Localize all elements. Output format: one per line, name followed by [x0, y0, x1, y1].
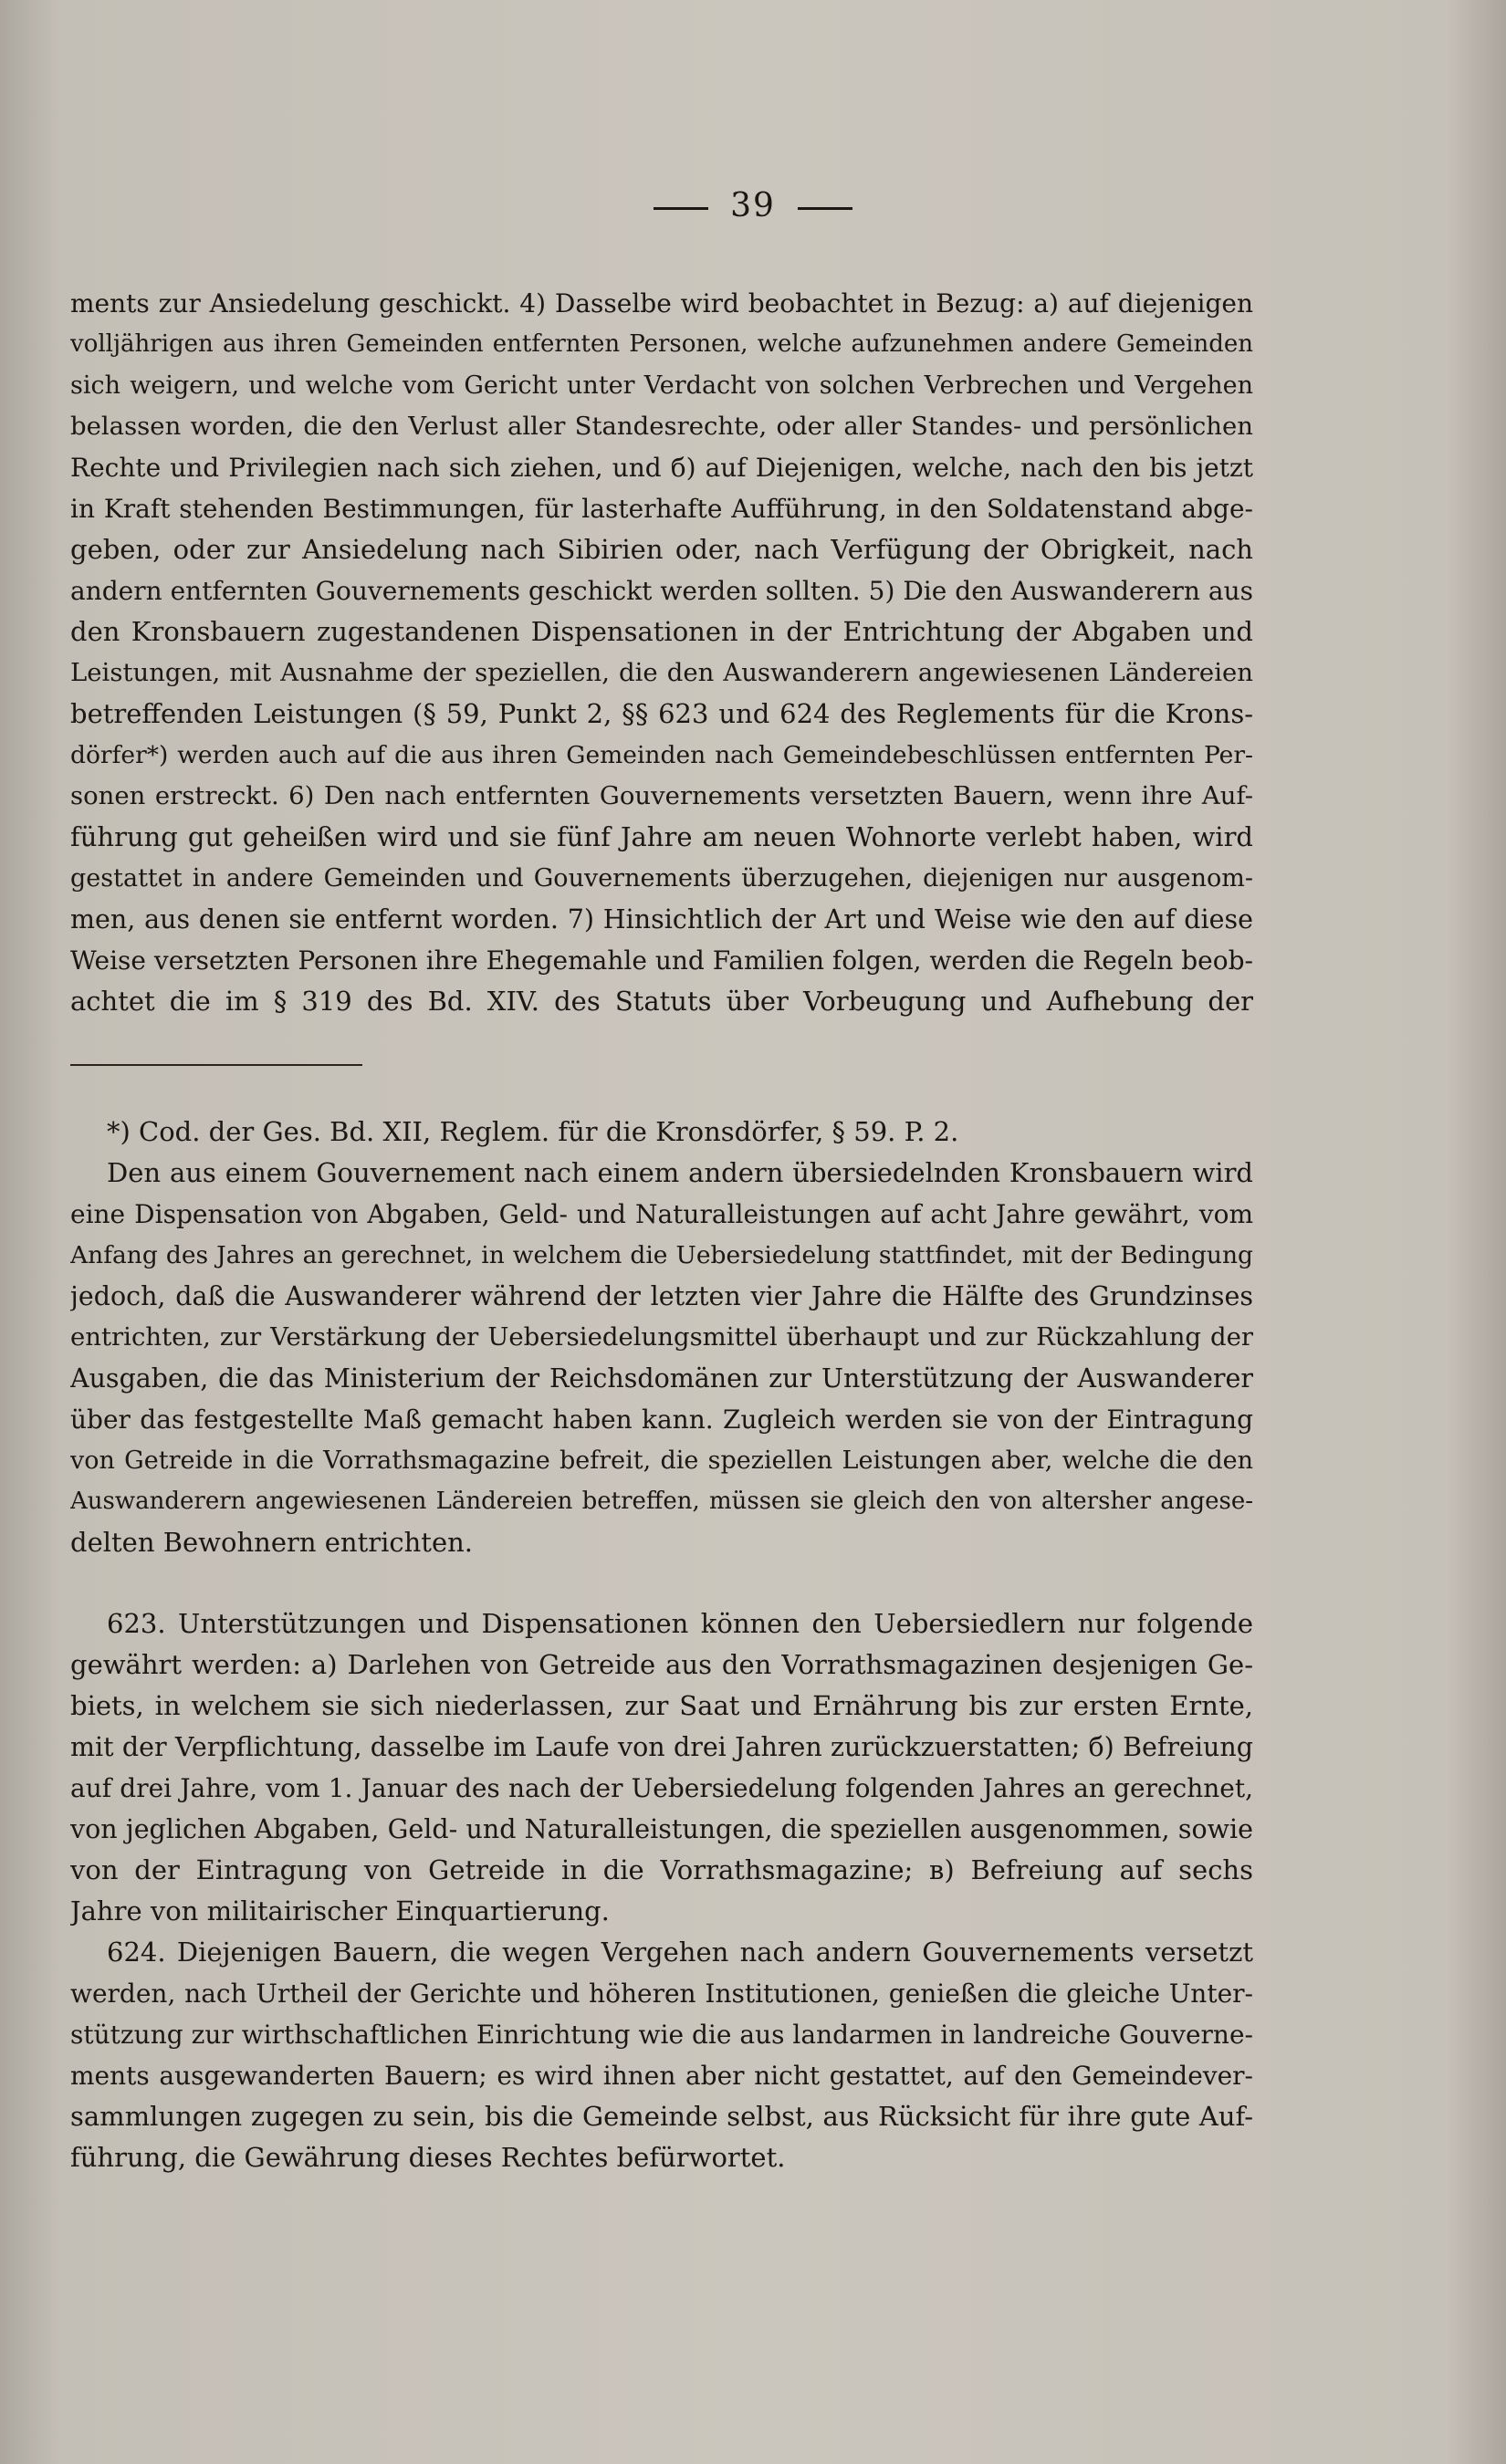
footnote-line: Auswanderern angewiesenen Ländereien betreffen, müssen sie gleich den von altersher angese- — [70, 1488, 1253, 1515]
text-line: 624. Diejenigen Bauern, die wegen Vergehen nach andern Gouvernements versetzt — [107, 1937, 1253, 1968]
text-line: Jahre von militairischer Einquartierung. — [70, 1895, 610, 1926]
text-line: Weise versetzten Personen ihre Ehegemahle und Familien folgen, werden die Regeln beob- — [70, 945, 1253, 976]
text-line: mit der Verpflichtung, dasselbe im Laufe von drei Jahren zurückzuerstatten; б) Befreiung — [70, 1732, 1253, 1762]
text-line: ments ausgewanderten Bauern; es wird ihnen aber nicht gestattet, auf den Gemeindever- — [70, 2061, 1253, 2091]
footnote-line: Den aus einem Gouvernement nach einem andern übersiedelnden Kronsbauern wird — [107, 1157, 1253, 1188]
text-line: in Kraft stehenden Bestimmungen, für lasterhafte Aufführung, in den Soldatenstand abge- — [70, 494, 1253, 524]
text-line: geben, oder zur Ansiedelung nach Sibirien oder, nach Verfügung der Obrigkeit, nach — [70, 534, 1253, 565]
page-number: 39 — [730, 187, 776, 224]
footnote-line: über das festgestellte Maß gemacht haben kann. Zugleich werden sie von der Eintragung — [70, 1404, 1253, 1435]
footnote-line: von Getreide in die Vorrathsmagazine befreit, die speziellen Leistungen aber, welche die den — [70, 1446, 1253, 1475]
text-line: führung, die Gewährung dieses Rechtes befürwortet. — [70, 2142, 786, 2173]
footnote — [70, 1112, 1253, 1563]
text-line: sammlungen zugegen zu sein, bis die Gemeinde selbst, aus Rücksicht für ihre gute Auf- — [70, 2101, 1253, 2132]
text-line: sich weigern, und welche vom Gericht unter Verdacht von solchen Verbrechen und Vergehen — [70, 371, 1253, 400]
text-line: sonen erstreckt. 6) Den nach entfernten Gouvernements versetzten Bauern, wenn ihre Auf- — [70, 781, 1253, 810]
header-dash-right — [798, 207, 852, 210]
footnote-line: eine Dispensation von Abgaben, Geld- und Naturalleistungen auf acht Jahre gewährt, vom — [70, 1199, 1253, 1229]
text-line: dörfer*) werden auch auf die aus ihren Gemeinden nach Gemeindebeschlüssen entfernten Per- — [70, 741, 1253, 769]
footnote-line: Ausgaben, die das Ministerium der Reichsdomänen zur Unterstützung der Auswanderer — [70, 1363, 1253, 1394]
text-line: von der Eintragung von Getreide in die Vorrathsmagazine; в) Befreiung auf sechs — [70, 1854, 1253, 1885]
text-line: andern entfernten Gouvernements geschickt werden sollten. 5) Die den Auswanderern aus — [70, 576, 1253, 606]
page-header — [0, 187, 1506, 224]
paragraph-623 — [70, 1603, 1253, 2178]
footnote-heading: *) Cod. der Ges. Bd. XII, Reglem. für die Kronsdörfer, § 59. P. 2. — [107, 1116, 959, 1147]
text-line: Rechte und Privilegien nach sich ziehen, und б) auf Diejenigen, welche, nach den bis jetzt — [70, 453, 1253, 483]
text-line: gestattet in andere Gemeinden und Gouvernements überzugehen, diejenigen nur ausgenom- — [70, 864, 1253, 893]
footnote-separator — [70, 1064, 362, 1066]
text-line: Leistungen, mit Ausnahme der speziellen, die den Auswanderern angewiesenen Ländereien — [70, 658, 1253, 687]
text-line: führung gut geheißen wird und sie fünf Jahre am neuen Wohnorte verlebt haben, wird — [70, 821, 1253, 852]
text-line: 623. Unterstützungen und Dispensationen können den Uebersiedlern nur folgende — [107, 1608, 1253, 1639]
footnote-line: jedoch, daß die Auswanderer während der letzten vier Jahre die Hälfte des Grundzinses — [70, 1281, 1253, 1311]
text-line: biets, in welchem sie sich niederlassen, zur Saat und Ernährung bis zur ersten Ernte, — [70, 1690, 1253, 1721]
text-line: betreffenden Leistungen (§ 59, Punkt 2, §§ 623 und 624 des Reglements für die Krons- — [70, 698, 1253, 729]
footnote-line: Anfang des Jahres an gerechnet, in welchem die Uebersiedelung stattfindet, mit der Bedingung — [70, 1241, 1253, 1269]
text-line: werden, nach Urtheil der Gerichte und höheren Institutionen, genießen die gleiche Unter- — [70, 1979, 1253, 2009]
text-line: auf drei Jahre, vom 1. Januar des nach der Uebersiedelung folgenden Jahres an gerechnet, — [70, 1773, 1253, 1803]
text-line: men, aus denen sie entfernt worden. 7) Hinsichtlich der Art und Weise wie den auf diese — [70, 904, 1253, 934]
main-text — [70, 283, 1253, 1022]
text-line: von jeglichen Abgaben, Geld- und Naturalleistungen, die speziellen ausgenommen, sowie — [70, 1814, 1253, 1844]
footnote-line: entrichten, zur Verstärkung der Uebersiedelungsmittel überhaupt und zur Rückzahlung der — [70, 1322, 1253, 1352]
text-line: belassen worden, die den Verlust aller Standesrechte, oder aller Standes- und persönlichen — [70, 412, 1253, 441]
text-line: volljährigen aus ihren Gemeinden entfernten Personen, welche aufzunehmen andere Gemeinden — [70, 330, 1253, 358]
text-line: gewährt werden: a) Darlehen von Getreide aus den Vorrathsmagazinen desjenigen Ge- — [70, 1649, 1253, 1680]
text-line: den Kronsbauern zugestandenen Dispensationen in der Entrichtung der Abgaben und — [70, 616, 1253, 647]
footnote-line: delten Bewohnern entrichten. — [70, 1527, 474, 1558]
text-line: achtet die im § 319 des Bd. XIV. des Statuts über Vorbeugung und Aufhebung der — [70, 986, 1253, 1017]
header-dash-left — [654, 207, 708, 210]
text-line: ments zur Ansiedelung geschickt. 4) Dasselbe wird beobachtet in Bezug: a) auf diejenigen — [70, 288, 1253, 318]
text-line: stützung zur wirthschaftlichen Einrichtung wie die aus landarmen in landreiche Gouverne- — [70, 2020, 1253, 2050]
